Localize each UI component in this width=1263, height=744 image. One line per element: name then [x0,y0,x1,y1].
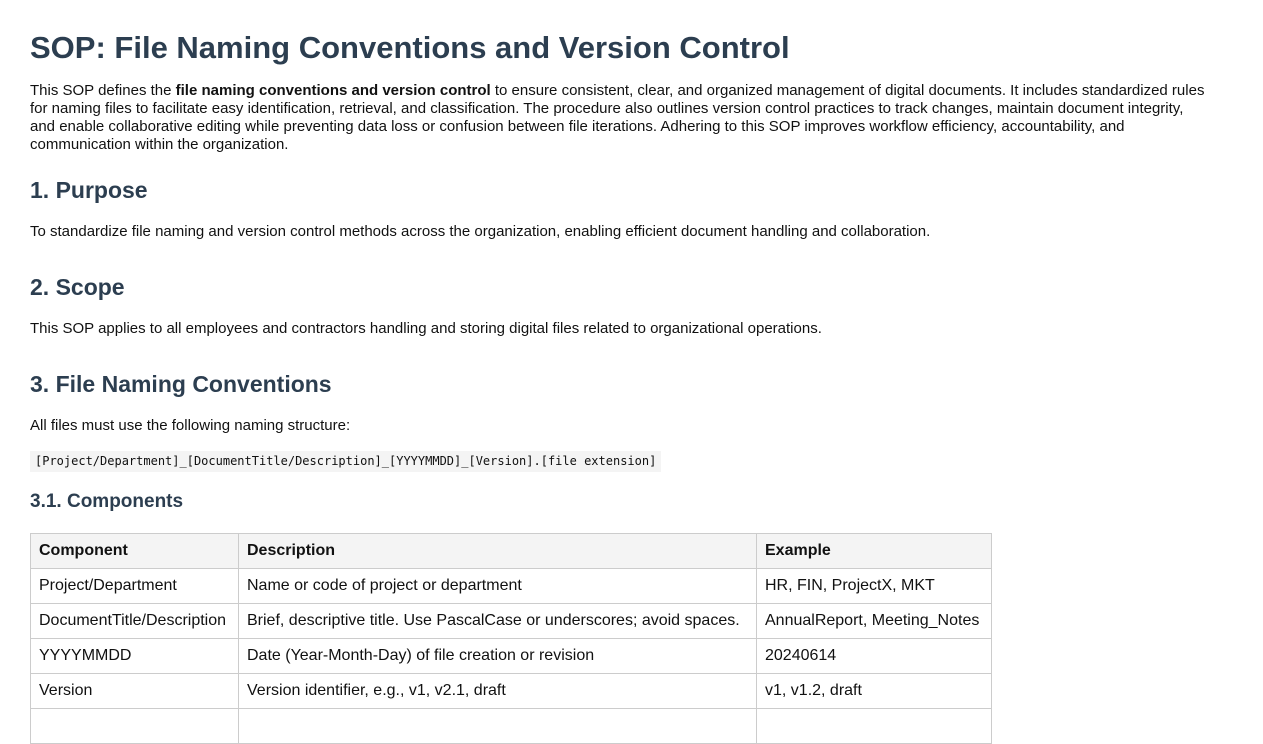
components-table [30,533,992,744]
table-cell: Brief, descriptive title. Use PascalCase or underscores; avoid spaces. [239,604,757,639]
table-cell: Version identifier, e.g., v1, v2.1, draft [239,674,757,709]
table-header-row [31,534,992,569]
table-row [31,639,992,674]
table-cell [31,709,239,744]
intro-text-before: This SOP defines the [30,82,176,99]
table-cell: Date (Year-Month-Day) of file creation or revision [239,639,757,674]
column-header-description: Description [239,534,757,569]
table-cell: Version [31,674,239,709]
naming-pattern-code: [Project/Department]_[DocumentTitle/Description]_[YYYYMMDD]_[Version].[file extension] [30,451,661,472]
intro-text-after: to ensure consistent, clear, and organized management of digital documents. It includes standardized rules for naming files to facilitate easy identification, retrieval, and classification. The procedure also outlines version control practices to track changes, maintain document integrity, and enable collaborative editing while preventing data loss or confusion between file iterations. Adhering to this SOP improves workflow efficiency, accountability, and communication within the organization. [30,82,1205,153]
table-cell: Name or code of project or department [239,569,757,604]
section-heading-purpose: 1. Purpose [30,177,148,203]
column-header-example: Example [757,534,992,569]
table-row [31,709,992,744]
table-row [31,569,992,604]
table-cell: Project/Department [31,569,239,604]
column-header-component: Component [31,534,239,569]
table-cell: v1, v1.2, draft [757,674,992,709]
intro-text-bold: file naming conventions and version control [175,82,491,99]
table-row [31,604,992,639]
subsection-heading-components: 3.1. Components [30,491,184,512]
table-cell: HR, FIN, ProjectX, MKT [757,569,992,604]
table-cell: AnnualReport, Meeting_Notes [757,604,992,639]
section-heading-scope: 2. Scope [30,274,125,300]
table-cell: DocumentTitle/Description [31,604,239,639]
section-heading-file-naming: 3. File Naming Conventions [30,371,332,397]
table-cell [757,709,992,744]
purpose-text: To standardize file naming and version control methods across the organization, enabling efficient document handling and collaboration. [30,223,931,240]
scope-text: This SOP applies to all employees and contractors handling and storing digital files related to organizational operations. [30,320,822,337]
table-cell: 20240614 [757,639,992,674]
file-naming-text: All files must use the following naming structure: [30,417,351,434]
table-cell [239,709,757,744]
intro-paragraph [30,82,1210,154]
table-row [31,674,992,709]
table-cell: YYYYMMDD [31,639,239,674]
page-title: SOP: File Naming Conventions and Version Control [30,30,790,65]
